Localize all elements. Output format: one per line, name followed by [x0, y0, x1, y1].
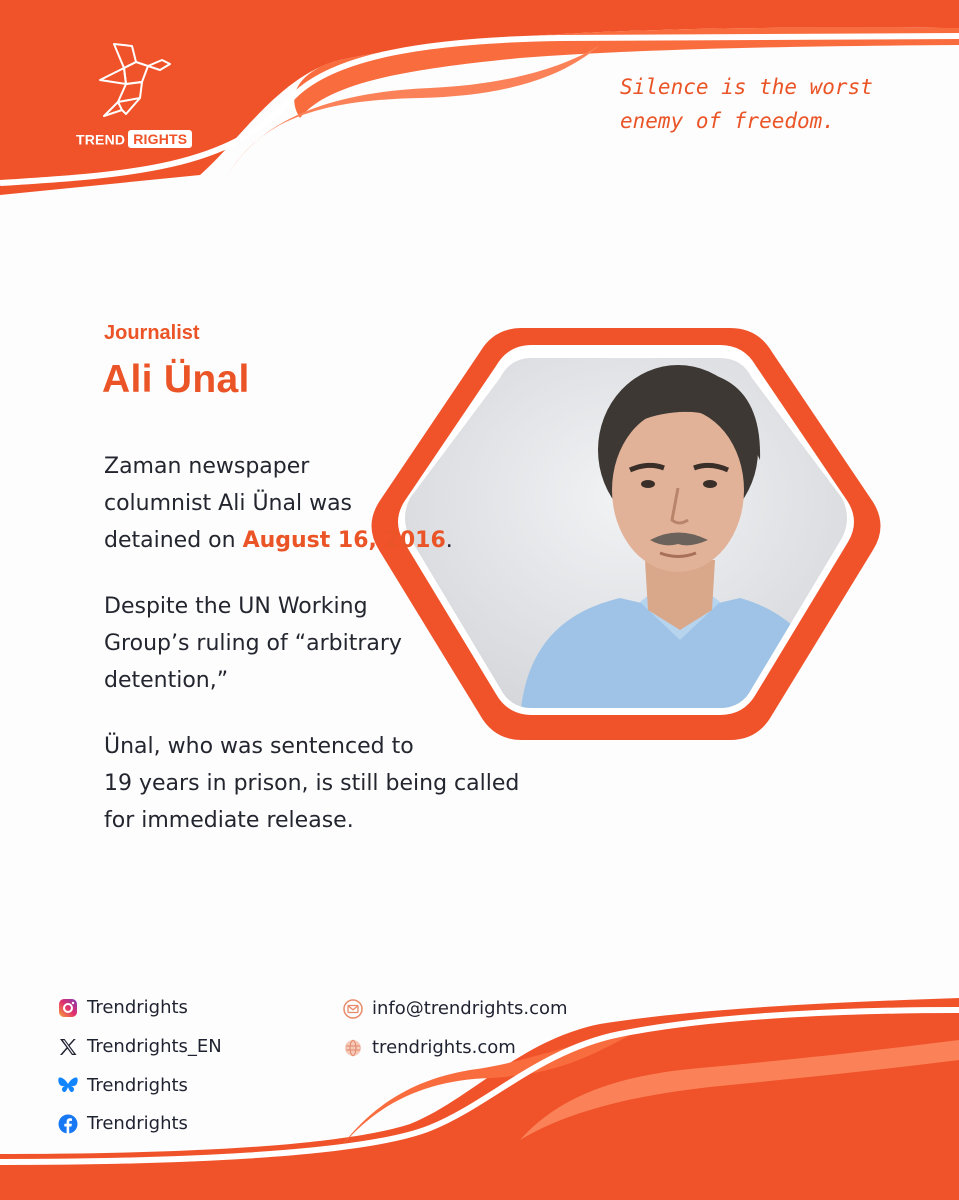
facebook-handle: Trendrights — [87, 1113, 188, 1134]
email-address: info@trendrights.com — [372, 998, 568, 1019]
paragraph-line: Group’s ruling of “arbitrary — [104, 631, 402, 656]
mail-icon — [343, 999, 363, 1019]
paragraph-line: Ünal, who was sentenced to — [104, 734, 414, 759]
paragraph-line: Zaman newspaper — [104, 454, 310, 479]
contact-website[interactable] — [343, 1037, 516, 1058]
paragraph-line: detention,” — [104, 668, 229, 693]
paragraph-line: columnist Ali Ünal was — [104, 491, 353, 516]
contact-x[interactable] — [58, 1036, 222, 1057]
bluesky-butterfly-icon — [58, 1077, 78, 1095]
instagram-handle: Trendrights — [87, 997, 188, 1018]
paragraph-detention — [104, 448, 574, 559]
brand-name-trend: TREND — [76, 131, 126, 148]
paragraph-text: . — [445, 528, 453, 553]
profile-role: Journalist — [104, 322, 200, 344]
instagram-icon — [58, 998, 78, 1018]
globe-icon — [343, 1038, 363, 1058]
paragraph-un-ruling — [104, 588, 574, 699]
website-url: trendrights.com — [372, 1037, 516, 1058]
contact-instagram[interactable] — [58, 997, 188, 1018]
facebook-icon — [58, 1114, 78, 1134]
profile-name: Ali Ünal — [102, 358, 250, 401]
paragraph-line: 19 years in prison, is still being called — [104, 771, 520, 796]
motto-line-1: Silence is the worst — [620, 75, 873, 99]
dove-icon — [96, 40, 172, 120]
paragraph-line: for immediate release. — [104, 808, 354, 833]
motto-line-2: enemy of freedom. — [620, 109, 835, 133]
bluesky-handle: Trendrights — [87, 1075, 188, 1096]
x-logo-icon — [58, 1037, 78, 1057]
motto — [620, 70, 920, 138]
contact-bluesky[interactable] — [58, 1075, 188, 1096]
paragraph-sentence — [104, 728, 574, 839]
paragraph-line — [104, 522, 574, 559]
paragraph-text: detained on — [104, 528, 243, 553]
x-handle: Trendrights_EN — [87, 1036, 222, 1057]
brand-wordmark — [76, 130, 192, 148]
paragraph-line: Despite the UN Working — [104, 594, 368, 619]
brand-name-rights: RIGHTS — [128, 130, 192, 148]
contact-email[interactable] — [343, 998, 568, 1019]
detention-date: August 16, 2016 — [242, 528, 446, 553]
contact-facebook[interactable] — [58, 1113, 188, 1134]
